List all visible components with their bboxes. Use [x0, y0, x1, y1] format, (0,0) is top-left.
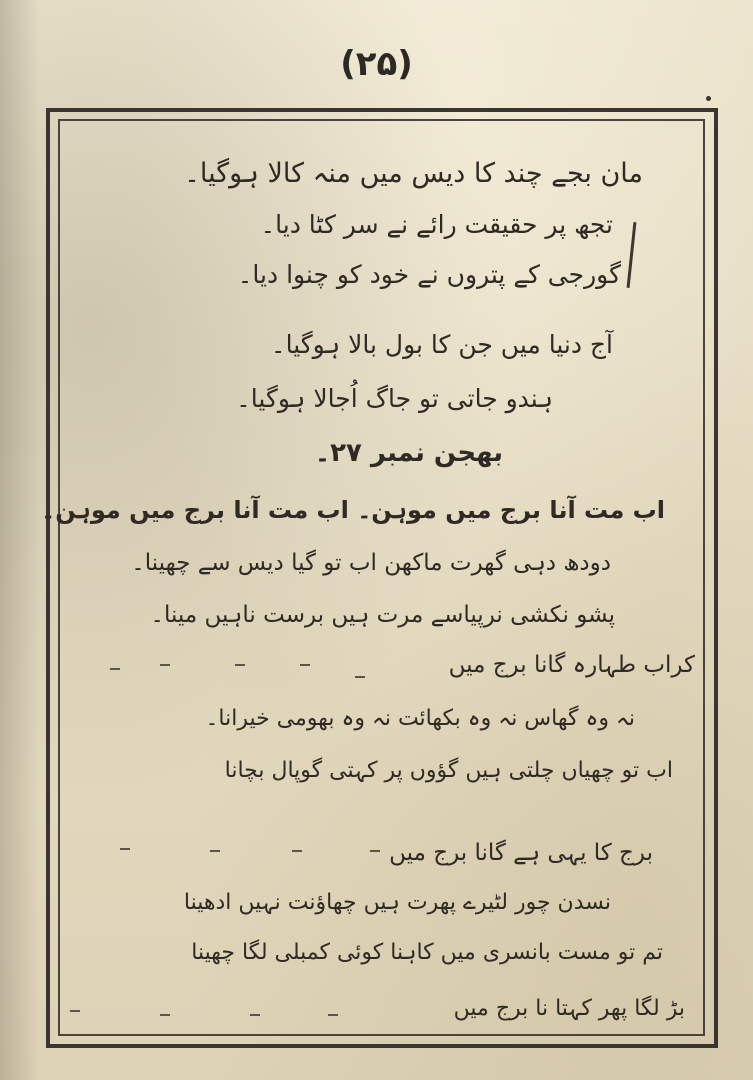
poem-line-5: ہندو جاتی تو جاگ اُجالا ہوگیا۔ [236, 384, 553, 413]
page-number: (۲۵) [340, 44, 413, 84]
page-fold-shadow [0, 0, 40, 1080]
continuation-dash [70, 1010, 80, 1012]
poem-line-11: نہ وہ گھاس نہ وہ بکھائت نہ وہ بھومی خیرانا۔ [205, 706, 635, 731]
poem-line-12: اب تو چھیاں چلتی ہیں گؤوں پر کہتی گوپال بچانا [224, 758, 673, 783]
poem-line-16: بڑ لگا پھر کہتا نا برج میں [453, 996, 685, 1021]
poem-line-8: دودھ دہی گھرت ماکھن اب تو گیا دیس سے چھینا۔ [131, 550, 611, 576]
continuation-dash [292, 850, 302, 852]
continuation-dash [110, 668, 120, 670]
poem-line-3: گورجی کے پتروں نے خود کو چنوا دیا۔ [237, 260, 621, 289]
poem-line-10: کراب طہارہ گانا برج میں [448, 652, 695, 678]
continuation-dash [300, 664, 310, 666]
poem-line-14: نسدن چور لٹیرے پھرت ہیں چھاؤنت نہیں ادھینا [183, 890, 611, 915]
poem-line-4: آج دنیا میں جن کا بول بالا ہوگیا۔ [270, 330, 613, 359]
poem-line-7: اب مت آنا برج میں موہن۔ اب مت آنا برج میں موہن۔ [41, 496, 665, 524]
poem-line-9: پشو نکشی نرپیاسے مرت ہیں برست ناہیں مینا۔ [150, 602, 615, 628]
poem-line-15: تم تو مست بانسری میں کاہنا کوئی کمبلی لگا چھینا [191, 940, 663, 965]
continuation-dash [250, 1014, 260, 1016]
poem-line-1: مان بجے چند کا دیس میں منہ کالا ہوگیا۔ [184, 158, 643, 189]
ink-dot [706, 96, 711, 101]
continuation-dash [235, 664, 245, 666]
continuation-dash [120, 848, 130, 850]
bhajan-heading: بھجن نمبر ۲۷۔ [314, 438, 503, 468]
continuation-dash [328, 1014, 338, 1016]
poem-line-2: تجھ پر حقیقت رائے نے سر کٹا دیا۔ [260, 210, 613, 239]
poem-line-13: برج کا یہی ہے گانا برج میں [389, 840, 653, 866]
continuation-dash [210, 850, 220, 852]
continuation-dash [370, 850, 380, 852]
continuation-dash [160, 1014, 170, 1016]
continuation-dash [160, 664, 170, 666]
continuation-dash [355, 676, 365, 678]
